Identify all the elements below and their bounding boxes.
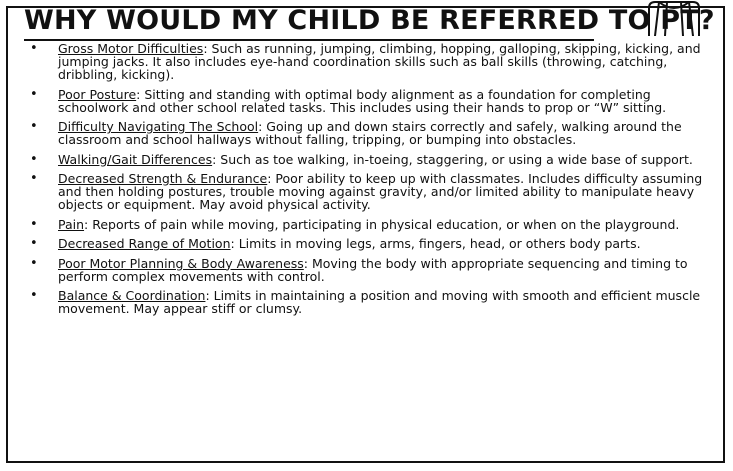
list-item (24, 172, 714, 211)
bullet: • (30, 236, 38, 251)
item-description: : Such as toe walking, in-toeing, staggering, or using a wide base of support. (212, 151, 693, 167)
item-description: : Reports of pain while moving, participating in physical education, or when on the playground. (84, 216, 680, 232)
item-term: Gross Motor Difficulties (58, 41, 204, 56)
item-term: Decreased Range of Motion (58, 236, 231, 251)
item-description: : Limits in moving legs, arms, fingers, head, or others body parts. (230, 236, 641, 251)
item-description: : Poor ability to keep up with classmates. Includes difficulty assuming and then holding postures, trouble moving against gravity, and/or limited ability to manipulate heavy objects or equipment. May avoid physical activity. (58, 171, 703, 212)
list-item (24, 289, 714, 315)
bullet: • (30, 171, 38, 186)
item-term: Poor Motor Planning & Body Awareness (58, 255, 304, 271)
item-description: : Limits in maintaining a position and moving with smooth and efficient muscle movement. May appear stiff or clumsy. (58, 288, 701, 316)
page-title: WHY WOULD MY CHILD BE REFERRED TO PT? (24, 5, 715, 36)
item-description: : Sitting and standing with optimal body alignment as a foundation for completing schoolwork and other school related tasks. This includes using their hands to prop or “W” sitting. (58, 86, 667, 115)
bullet: • (30, 86, 38, 102)
bullet: • (30, 288, 38, 303)
list-item (24, 237, 714, 250)
list-item (24, 153, 714, 166)
bullet: • (30, 41, 38, 56)
list-item (24, 257, 714, 283)
item-term: Decreased Strength & Endurance (58, 171, 268, 186)
list-item (24, 218, 714, 231)
item-description: : Moving the body with appropriate sequencing and timing to perform complex movements with control. (58, 255, 688, 284)
clothing-icon (643, 0, 705, 36)
bullet: • (30, 151, 38, 167)
item-description: : Going up and down stairs correctly and safely, walking around the classroom and school hallways without falling, tripping, or bumping into obstacles. (58, 119, 682, 147)
bullet: • (30, 119, 38, 134)
list-item (24, 42, 714, 81)
item-term: Poor Posture (58, 86, 137, 102)
list-item (24, 120, 714, 146)
bullet: • (30, 255, 38, 271)
item-term: Difficulty Navigating The School (58, 119, 259, 134)
item-term: Balance & Coordination (58, 288, 206, 303)
bullet: • (30, 216, 38, 232)
item-term: Walking/Gait Differences (58, 151, 213, 167)
list-item (24, 88, 714, 114)
referral-reasons-list (24, 42, 714, 322)
item-description: : Such as running, jumping, climbing, hopping, galloping, skipping, kicking, and jumping jacks. It also includes eye-hand coordination skills such as ball skills (throwing, catching, dribbling, kicking). (58, 41, 701, 82)
item-term: Pain (58, 216, 85, 232)
